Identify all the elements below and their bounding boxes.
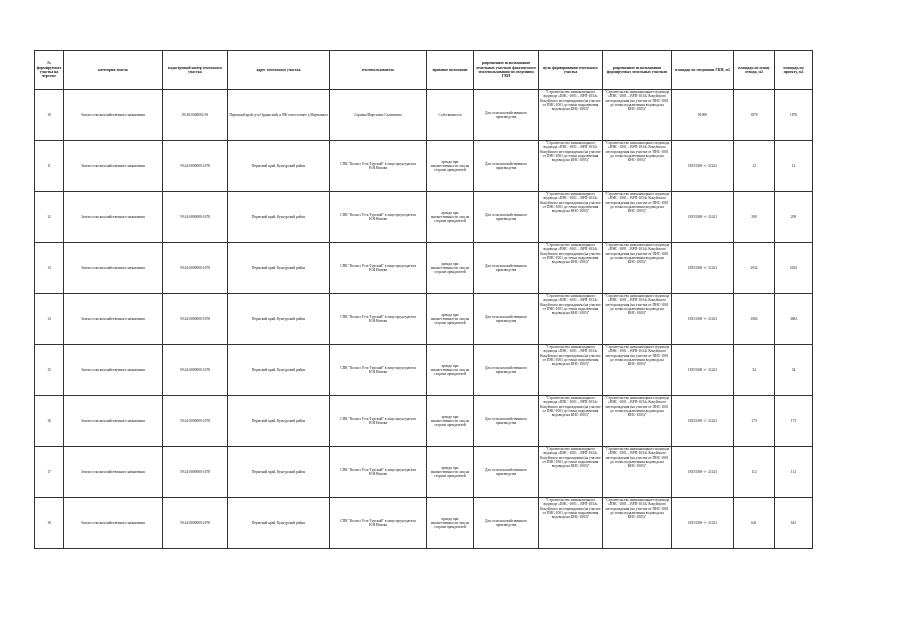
col-header-address: адрес земельного участка: [228, 51, 330, 90]
cell-permitted-use-new-text: "Строительство низконапорного водовода «ПНС -1001 – ВРП-1034» Кокуйского месторождения (на участке от ПНС-1001 до точки подключения водовода на КНС-1003)": [604, 345, 670, 367]
cell-permitted-use-new: [603, 447, 672, 498]
cell-area-plan: 1876: [734, 90, 775, 141]
cell-plot-number: 16: [35, 396, 64, 447]
cell-area-gkn: 18353369 +/- 21421: [672, 498, 734, 549]
cell-formation-purpose-text: "Строительство низконапорного водовода «ПНС -1001 – ВРП-1034» Кокуйского месторождения (на участке от ПНС-1001 до точки подключения водовода на КНС-1003)": [540, 396, 601, 418]
cell-area-gkn: 18353369 +/- 21421: [672, 243, 734, 294]
cell-cadastral-number: 59:24:0000000:1678: [163, 192, 228, 243]
cell-land-user: СПК "Колхоз Усть-Турский" в лице председателя Н.Н.Низова: [330, 345, 427, 396]
cell-address: Пермский край, Кунгурский район: [228, 396, 330, 447]
cell-plot-number: 13: [35, 243, 64, 294]
cell-address: Пермский край, Кунгурский район: [228, 192, 330, 243]
cell-formation-purpose: [539, 498, 603, 549]
col-header-area-plan: площадь по плану отвода, м2: [734, 51, 775, 90]
cell-legal-status: аренда при множественности лиц на стороне арендателей: [427, 396, 474, 447]
col-header-area-project: площадь по проекту, м2: [775, 51, 813, 90]
table-row: [35, 243, 813, 294]
land-plots-table: [34, 50, 813, 549]
col-header-land-user: землепользователь: [330, 51, 427, 90]
cell-formation-purpose-text: "Строительство низконапорного водовода «ПНС -1001 – ВРП-1034» Кокуйского месторождения (на участке от ПНС-1001 до точки подключения водовода на КНС-1003)": [540, 243, 601, 265]
cell-permitted-use-new-text: "Строительство низконапорного водовода «ПНС -1001 – ВРП-1034» Кокуйского месторождения (на участке от ПНС-1001 до точки подключения водовода на КНС-1003)": [604, 447, 670, 469]
cell-area-project: 3682: [775, 294, 813, 345]
cell-land-category: Земли сельскохозяйственного назначения: [64, 396, 163, 447]
cell-plot-number: 11: [35, 141, 64, 192]
cell-permitted-use-gkn: Для сельскохозяйственного производства: [474, 447, 539, 498]
table-row: [35, 447, 813, 498]
cell-permitted-use-new-text: "Строительство низконапорного водовода «ПНС -1001 – ВРП-1034» Кокуйского месторождения (на участке от ПНС-1001 до точки подключения водовода на КНС-1003)": [604, 243, 670, 265]
col-header-cadastral-number: кадастровый номер земельного участка: [163, 51, 228, 90]
cell-plot-number: 18: [35, 498, 64, 549]
cell-area-gkn: 18353369 +/- 21421: [672, 447, 734, 498]
cell-permitted-use-new-text: "Строительство низконапорного водовода «ПНС -1001 – ВРП-1034» Кокуйского месторождения (на участке от ПНС-1001 до точки подключения водовода на КНС-1003)": [604, 294, 670, 316]
cell-permitted-use-new: [603, 498, 672, 549]
cell-formation-purpose-text: "Строительство низконапорного водовода «ПНС -1001 – ВРП-1034» Кокуйского месторождения (на участке от ПНС-1001 до точки подключения водовода на КНС-1003)": [540, 141, 601, 163]
table-row: [35, 192, 813, 243]
cell-area-gkn: 18353369 +/- 21421: [672, 141, 734, 192]
cell-permitted-use-new-text: "Строительство низконапорного водовода «ПНС -1001 – ВРП-1034» Кокуйского месторождения (на участке от ПНС-1001 до точки подключения водовода на КНС-1003)": [604, 192, 670, 214]
land-plots-sheet: [34, 50, 812, 549]
cell-land-user: СПК "Колхоз Усть-Турский" в лице председателя Н.Н.Низова: [330, 396, 427, 447]
cell-area-gkn: 81000: [672, 90, 734, 141]
cell-land-category: Земли сельскохозяйственного назначения: [64, 90, 163, 141]
cell-legal-status: Собственность: [427, 90, 474, 141]
cell-cadastral-number: 59:24:0000000:1678: [163, 498, 228, 549]
cell-formation-purpose: [539, 345, 603, 396]
cell-plot-number: 14: [35, 294, 64, 345]
cell-address: Пермский край, Кунгурский район: [228, 498, 330, 549]
cell-land-category: Земли сельскохозяйственного назначения: [64, 294, 163, 345]
cell-permitted-use-new: [603, 192, 672, 243]
col-header-plot-number: № формируемого участка на чертеже: [35, 51, 64, 90]
cell-formation-purpose-text: "Строительство низконапорного водовода «ПНС -1001 – ВРП-1034» Кокуйского месторождения (на участке от ПНС-1001 до точки подключения водовода на КНС-1003)": [540, 294, 601, 316]
cell-area-gkn: 18353369 +/- 21421: [672, 345, 734, 396]
table-row: [35, 396, 813, 447]
cell-plot-number: 10: [35, 90, 64, 141]
cell-area-project: 209: [775, 192, 813, 243]
cell-area-project: 12: [775, 141, 813, 192]
cell-formation-purpose-text: "Строительство низконапорного водовода «ПНС -1001 – ВРП-1034» Кокуйского месторождения (на участке от ПНС-1001 до точки подключения водовода на КНС-1003)": [540, 498, 601, 520]
cell-permitted-use-gkn: Для сельскохозяйственного производства: [474, 498, 539, 549]
table-row: [35, 345, 813, 396]
cell-address: Пермский край, Кунгурский район: [228, 294, 330, 345]
cell-legal-status: аренда при множественности лиц на стороне арендателей: [427, 498, 474, 549]
cell-formation-purpose: [539, 294, 603, 345]
cell-legal-status: аренда при множественности лиц на стороне арендателей: [427, 192, 474, 243]
cell-cadastral-number: 59:24:0000000:1678: [163, 396, 228, 447]
cell-formation-purpose: [539, 141, 603, 192]
cell-permitted-use-new-text: "Строительство низконапорного водовода «ПНС -1001 – ВРП-1034» Кокуйского месторождения (на участке от ПНС-1001 до точки подключения водовода на КНС-1003)": [604, 498, 670, 520]
cell-permitted-use-gkn: Для сельскохозяйственного производства: [474, 243, 539, 294]
cell-formation-purpose: [539, 447, 603, 498]
cell-permitted-use-new: [603, 345, 672, 396]
cell-land-category: Земли сельскохозяйственного назначения: [64, 345, 163, 396]
cell-area-project: 2032: [775, 243, 813, 294]
cell-area-plan: 641: [734, 498, 775, 549]
col-header-permitted-use-gkn: разрешенное использование земельных участков фактического землепользования по сведениям ГКН: [474, 51, 539, 90]
col-header-formation-purpose: цель формирования земельного участка: [539, 51, 603, 90]
cell-cadastral-number: 59:24:0000000:1678: [163, 294, 228, 345]
col-header-area-gkn: площадь по сведениям ГКН, м2: [672, 51, 734, 90]
cell-formation-purpose: [539, 243, 603, 294]
cell-formation-purpose-text: "Строительство низконапорного водовода «ПНС -1001 – ВРП-1034» Кокуйского месторождения (на участке от ПНС-1001 до точки подключения водовода на КНС-1003)": [540, 447, 601, 469]
cell-land-user: СПК "Колхоз Усть-Турский" в лице председателя Н.Н.Низова: [330, 294, 427, 345]
cell-address: Пермский край, р-н Ординский, в 800 м восточнее д Мартынята: [228, 90, 330, 141]
cell-permitted-use-new-text: "Строительство низконапорного водовода «ПНС -1001 – ВРП-1034» Кокуйского месторождения (на участке от ПНС-1001 до точки подключения водовода на КНС-1003)": [604, 141, 670, 163]
table-row: [35, 141, 813, 192]
cell-address: Пермский край, Кунгурский район: [228, 447, 330, 498]
cell-permitted-use-new: [603, 396, 672, 447]
cell-area-plan: 12: [734, 141, 775, 192]
cell-area-project: 112: [775, 447, 813, 498]
cell-permitted-use-gkn: Для сельскохозяйственного производства: [474, 294, 539, 345]
cell-area-plan: 34: [734, 345, 775, 396]
cell-area-project: 173: [775, 396, 813, 447]
cell-land-category: Земли сельскохозяйственного назначения: [64, 447, 163, 498]
cell-area-project: 641: [775, 498, 813, 549]
cell-cadastral-number: 59:24:0000000:1678: [163, 141, 228, 192]
cell-area-gkn: 18353369 +/- 21421: [672, 396, 734, 447]
col-header-land-category: категория земель: [64, 51, 163, 90]
cell-area-plan: 112: [734, 447, 775, 498]
cell-permitted-use-gkn: Для сельскохозяйственного производства: [474, 141, 539, 192]
cell-land-category: Земли сельскохозяйственного назначения: [64, 192, 163, 243]
cell-land-user: СПК "Колхоз Усть-Турский" в лице председателя Н.Н.Низова: [330, 243, 427, 294]
cell-permitted-use-gkn: Для сельскохозяйственного производства: [474, 192, 539, 243]
cell-permitted-use-new: [603, 243, 672, 294]
table-row: [35, 498, 813, 549]
cell-plot-number: 17: [35, 447, 64, 498]
cell-area-plan: 3682: [734, 294, 775, 345]
cell-land-user: СПК "Колхоз Усть-Турский" в лице председателя Н.Н.Низова: [330, 141, 427, 192]
cell-legal-status: аренда при множественности лиц на стороне арендателей: [427, 294, 474, 345]
cell-permitted-use-new: [603, 294, 672, 345]
cell-formation-purpose: [539, 90, 603, 141]
cell-formation-purpose-text: "Строительство низконапорного водовода «ПНС -1001 – ВРП-1034» Кокуйского месторождения (на участке от ПНС-1001 до точки подключения водовода на КНС-1003)": [540, 345, 601, 367]
cell-land-category: Земли сельскохозяйственного назначения: [64, 141, 163, 192]
cell-land-category: Земли сельскохозяйственного назначения: [64, 243, 163, 294]
cell-land-user: СПК "Колхоз Усть-Турский" в лице председателя Н.Н.Низова: [330, 192, 427, 243]
cell-formation-purpose: [539, 192, 603, 243]
header-row: [35, 51, 813, 90]
cell-cadastral-number: 59:24:0000000:1678: [163, 447, 228, 498]
cell-legal-status: аренда при множественности лиц на стороне арендателей: [427, 447, 474, 498]
cell-plot-number: 12: [35, 192, 64, 243]
cell-legal-status: аренда при множественности лиц на стороне арендателей: [427, 345, 474, 396]
col-header-permitted-use-new: разрешенное использование формируемых земельных участков: [603, 51, 672, 90]
cell-cadastral-number: 59:24:0000000:1678: [163, 345, 228, 396]
cell-area-plan: 209: [734, 192, 775, 243]
cell-address: Пермский край, Кунгурский район: [228, 243, 330, 294]
cell-area-gkn: 18353369 +/- 21421: [672, 192, 734, 243]
cell-area-plan: 2032: [734, 243, 775, 294]
cell-address: Пермский край, Кунгурский район: [228, 141, 330, 192]
cell-permitted-use-gkn: Для сельскохозяйственного производства: [474, 90, 539, 141]
cell-land-user: СПК "Колхоз Усть-Турский" в лице председателя Н.Н.Низова: [330, 498, 427, 549]
cell-address: Пермский край, Кунгурский район: [228, 345, 330, 396]
cell-permitted-use-new-text: "Строительство низконапорного водовода «ПНС -1001 – ВРП-1034» Кокуйского месторождения (на участке от ПНС-1001 до точки подключения водовода на КНС-1003)": [604, 90, 670, 112]
cell-area-project: 34: [775, 345, 813, 396]
cell-land-user: СПК "Колхоз Усть-Турский" в лице председателя Н.Н.Низова: [330, 447, 427, 498]
cell-area-plan: 173: [734, 396, 775, 447]
table-row: [35, 294, 813, 345]
cell-plot-number: 15: [35, 345, 64, 396]
cell-permitted-use-gkn: Для сельскохозяйственного производства: [474, 345, 539, 396]
col-header-legal-status: правовое положение: [427, 51, 474, 90]
cell-legal-status: аренда при множественности лиц на стороне арендателей: [427, 141, 474, 192]
cell-formation-purpose-text: "Строительство низконапорного водовода «ПНС -1001 – ВРП-1034» Кокуйского месторождения (на участке от ПНС-1001 до точки подключения водовода на КНС-1003)": [540, 90, 601, 112]
cell-cadastral-number: 59:24:0000000:1678: [163, 243, 228, 294]
cell-permitted-use-new: [603, 90, 672, 141]
cell-land-category: Земли сельскохозяйственного назначения: [64, 498, 163, 549]
cell-permitted-use-new: [603, 141, 672, 192]
cell-land-user: Гаршин Мирсалим Салимович: [330, 90, 427, 141]
cell-legal-status: аренда при множественности лиц на стороне арендателей: [427, 243, 474, 294]
cell-permitted-use-new-text: "Строительство низконапорного водовода «ПНС -1001 – ВРП-1034» Кокуйского месторождения (на участке от ПНС-1001 до точки подключения водовода на КНС-1003)": [604, 396, 670, 418]
cell-cadastral-number: 59:28:0300002:93: [163, 90, 228, 141]
cell-formation-purpose: [539, 396, 603, 447]
table-header: [35, 51, 813, 90]
cell-area-project: 1876: [775, 90, 813, 141]
cell-area-gkn: 18353369 +/- 21421: [672, 294, 734, 345]
table-row: [35, 90, 813, 141]
cell-formation-purpose-text: "Строительство низконапорного водовода «ПНС -1001 – ВРП-1034» Кокуйского месторождения (на участке от ПНС-1001 до точки подключения водовода на КНС-1003)": [540, 192, 601, 214]
cell-permitted-use-gkn: Для сельскохозяйственного производства: [474, 396, 539, 447]
table-body: [35, 90, 813, 549]
